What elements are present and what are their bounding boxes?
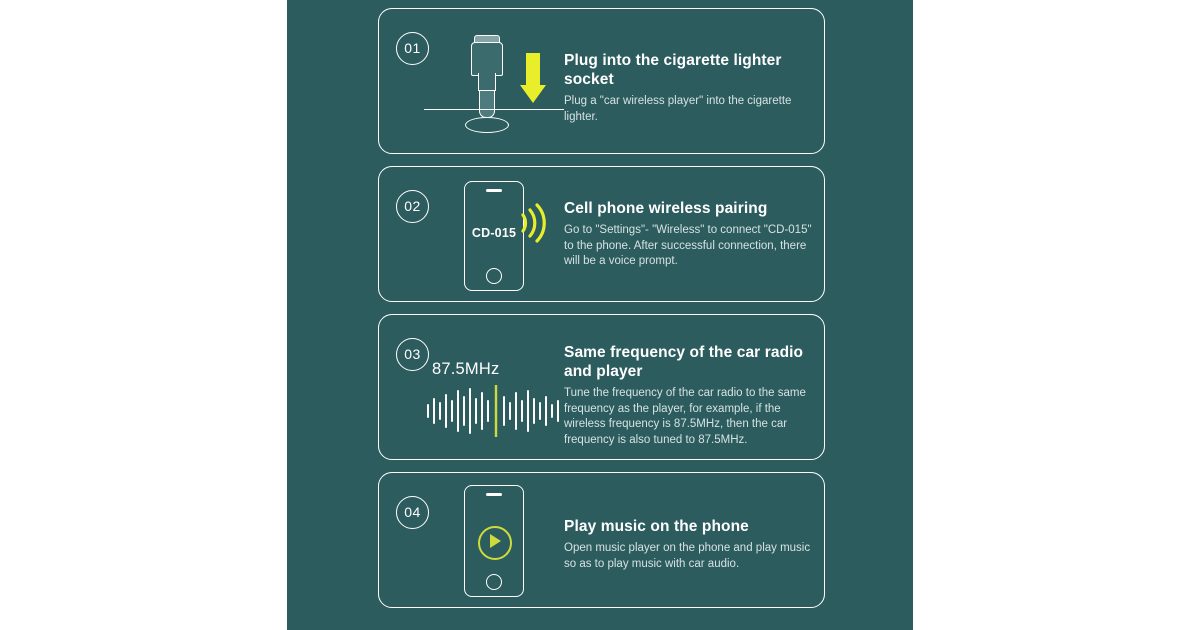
step-02-illustration	[424, 167, 564, 301]
step-02-body: Go to "Settings"- "Wireless" to connect "CD-015" to the phone. After successful connection, there will be a voice prompt.	[564, 224, 812, 267]
step-02-title: Cell phone wireless pairing	[564, 200, 768, 217]
device-name-label: CD-015	[471, 226, 517, 240]
step-04-illustration	[424, 473, 564, 607]
play-button-icon	[478, 526, 512, 560]
step-card-01	[378, 8, 825, 154]
step-04-copy	[564, 517, 812, 572]
step-01-title: Plug into the cigarette lighter socket	[564, 52, 782, 88]
phone-home-button-icon	[486, 574, 502, 590]
step-03-body: Tune the frequency of the car radio to the same frequency as the player, for example, if the wireless frequency is 87.5MHz, then the car frequency is also tuned to 87.5MHz.	[564, 387, 806, 446]
step-card-04	[378, 472, 825, 608]
phone-home-button-icon	[486, 268, 502, 284]
down-arrow-icon	[520, 53, 546, 105]
phone-speaker-icon	[486, 493, 502, 496]
dashboard-line-icon	[424, 109, 564, 110]
phone-icon	[464, 485, 524, 597]
step-04-title: Play music on the phone	[564, 518, 749, 535]
radio-waveform-icon	[424, 385, 564, 437]
car-charger-body-icon	[471, 42, 503, 76]
step-01-body: Plug a "car wireless player" into the cigarette lighter.	[564, 95, 792, 123]
step-number-badge: 01	[396, 32, 429, 65]
wireless-signal-icon	[520, 203, 548, 243]
phone-speaker-icon	[486, 189, 502, 192]
steps-list	[378, 8, 825, 620]
phone-icon	[464, 181, 524, 291]
step-04-body: Open music player on the phone and play music so as to play music with car audio.	[564, 542, 811, 570]
step-card-03	[378, 314, 825, 460]
car-charger-tip-icon	[479, 90, 495, 118]
step-01-copy	[564, 51, 812, 125]
play-triangle-icon	[490, 534, 501, 548]
step-03-title: Same frequency of the car radio and player	[564, 344, 804, 380]
step-03-illustration	[424, 315, 564, 459]
step-number-badge: 04	[396, 496, 429, 529]
step-03-copy	[564, 343, 812, 448]
frequency-value-label: 87.5MHz	[432, 360, 500, 378]
socket-icon	[465, 117, 509, 133]
step-01-illustration	[424, 9, 564, 153]
step-card-02	[378, 166, 825, 302]
step-number-badge: 03	[396, 338, 429, 371]
step-number-badge: 02	[396, 190, 429, 223]
step-02-copy	[564, 199, 812, 270]
car-charger-neck-icon	[478, 73, 496, 91]
